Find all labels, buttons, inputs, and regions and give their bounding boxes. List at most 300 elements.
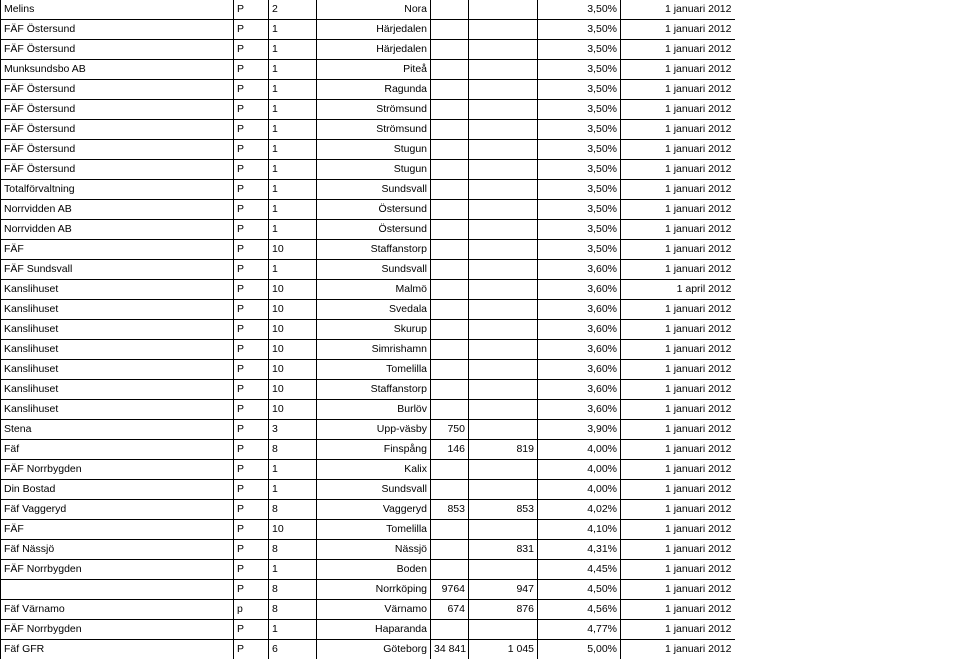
- municipality-cell[interactable]: Boden: [317, 560, 431, 580]
- type-cell[interactable]: P: [234, 420, 269, 440]
- date-cell[interactable]: 1 april 2012: [621, 280, 735, 300]
- date-cell[interactable]: 1 januari 2012: [621, 340, 735, 360]
- rate-cell[interactable]: 3,50%: [538, 220, 621, 240]
- owner-cell[interactable]: Norrvidden AB: [1, 200, 234, 220]
- owner-cell[interactable]: FÄF Östersund: [1, 120, 234, 140]
- date-cell[interactable]: 1 januari 2012: [621, 520, 735, 540]
- type-cell[interactable]: P: [234, 40, 269, 60]
- rate-cell[interactable]: 4,10%: [538, 520, 621, 540]
- value1-cell[interactable]: 146: [431, 440, 469, 460]
- municipality-cell[interactable]: Östersund: [317, 200, 431, 220]
- value1-cell[interactable]: [431, 60, 469, 80]
- count-cell[interactable]: 8: [269, 540, 317, 560]
- owner-cell[interactable]: Norrvidden AB: [1, 220, 234, 240]
- type-cell[interactable]: P: [234, 520, 269, 540]
- empty-cell[interactable]: [735, 180, 960, 200]
- value1-cell[interactable]: [431, 40, 469, 60]
- rate-cell[interactable]: 3,50%: [538, 140, 621, 160]
- count-cell[interactable]: 1: [269, 620, 317, 640]
- value1-cell[interactable]: [431, 540, 469, 560]
- municipality-cell[interactable]: Staffanstorp: [317, 240, 431, 260]
- value2-cell[interactable]: [469, 140, 538, 160]
- date-cell[interactable]: 1 januari 2012: [621, 640, 735, 659]
- empty-cell[interactable]: [735, 140, 960, 160]
- type-cell[interactable]: P: [234, 80, 269, 100]
- type-cell[interactable]: P: [234, 380, 269, 400]
- owner-cell[interactable]: Din Bostad: [1, 480, 234, 500]
- value2-cell[interactable]: [469, 400, 538, 420]
- value2-cell[interactable]: 876: [469, 600, 538, 620]
- rate-cell[interactable]: 3,90%: [538, 420, 621, 440]
- count-cell[interactable]: 3: [269, 420, 317, 440]
- owner-cell[interactable]: Fäf GFR: [1, 640, 234, 659]
- owner-cell[interactable]: Kanslihuset: [1, 320, 234, 340]
- value2-cell[interactable]: 1 045: [469, 640, 538, 659]
- value2-cell[interactable]: [469, 60, 538, 80]
- municipality-cell[interactable]: Nora: [317, 0, 431, 20]
- count-cell[interactable]: 2: [269, 0, 317, 20]
- type-cell[interactable]: P: [234, 500, 269, 520]
- rate-cell[interactable]: 3,50%: [538, 20, 621, 40]
- date-cell[interactable]: 1 januari 2012: [621, 320, 735, 340]
- type-cell[interactable]: P: [234, 180, 269, 200]
- count-cell[interactable]: 1: [269, 260, 317, 280]
- value1-cell[interactable]: [431, 100, 469, 120]
- owner-cell[interactable]: Kanslihuset: [1, 360, 234, 380]
- empty-cell[interactable]: [735, 80, 960, 100]
- empty-cell[interactable]: [735, 360, 960, 380]
- date-cell[interactable]: 1 januari 2012: [621, 460, 735, 480]
- value1-cell[interactable]: [431, 320, 469, 340]
- date-cell[interactable]: 1 januari 2012: [621, 220, 735, 240]
- municipality-cell[interactable]: Stugun: [317, 140, 431, 160]
- rate-cell[interactable]: 3,50%: [538, 180, 621, 200]
- owner-cell[interactable]: Kanslihuset: [1, 300, 234, 320]
- rate-cell[interactable]: 3,60%: [538, 360, 621, 380]
- date-cell[interactable]: 1 januari 2012: [621, 260, 735, 280]
- rate-cell[interactable]: 4,50%: [538, 580, 621, 600]
- value1-cell[interactable]: 34 841: [431, 640, 469, 659]
- value2-cell[interactable]: [469, 380, 538, 400]
- empty-cell[interactable]: [735, 0, 960, 20]
- value2-cell[interactable]: 831: [469, 540, 538, 560]
- municipality-cell[interactable]: Vaggeryd: [317, 500, 431, 520]
- rate-cell[interactable]: 4,77%: [538, 620, 621, 640]
- date-cell[interactable]: 1 januari 2012: [621, 100, 735, 120]
- owner-cell[interactable]: Munksundsbo AB: [1, 60, 234, 80]
- owner-cell[interactable]: FÄF Norrbygden: [1, 560, 234, 580]
- value1-cell[interactable]: [431, 520, 469, 540]
- municipality-cell[interactable]: Tomelilla: [317, 360, 431, 380]
- date-cell[interactable]: 1 januari 2012: [621, 620, 735, 640]
- value1-cell[interactable]: [431, 400, 469, 420]
- municipality-cell[interactable]: Piteå: [317, 60, 431, 80]
- value1-cell[interactable]: [431, 120, 469, 140]
- rate-cell[interactable]: 3,60%: [538, 320, 621, 340]
- owner-cell[interactable]: FÄF Östersund: [1, 40, 234, 60]
- value2-cell[interactable]: [469, 480, 538, 500]
- type-cell[interactable]: P: [234, 480, 269, 500]
- rate-cell[interactable]: 3,50%: [538, 0, 621, 20]
- value1-cell[interactable]: 853: [431, 500, 469, 520]
- rate-cell[interactable]: 3,60%: [538, 260, 621, 280]
- type-cell[interactable]: P: [234, 640, 269, 659]
- rate-cell[interactable]: 3,60%: [538, 380, 621, 400]
- value2-cell[interactable]: [469, 520, 538, 540]
- value2-cell[interactable]: [469, 560, 538, 580]
- municipality-cell[interactable]: Staffanstorp: [317, 380, 431, 400]
- date-cell[interactable]: 1 januari 2012: [621, 240, 735, 260]
- count-cell[interactable]: 1: [269, 200, 317, 220]
- type-cell[interactable]: P: [234, 540, 269, 560]
- value2-cell[interactable]: [469, 300, 538, 320]
- municipality-cell[interactable]: Nässjö: [317, 540, 431, 560]
- count-cell[interactable]: 6: [269, 640, 317, 659]
- count-cell[interactable]: 10: [269, 340, 317, 360]
- type-cell[interactable]: P: [234, 120, 269, 140]
- municipality-cell[interactable]: Sundsvall: [317, 260, 431, 280]
- municipality-cell[interactable]: Skurup: [317, 320, 431, 340]
- date-cell[interactable]: 1 januari 2012: [621, 80, 735, 100]
- type-cell[interactable]: P: [234, 100, 269, 120]
- count-cell[interactable]: 1: [269, 480, 317, 500]
- value1-cell[interactable]: [431, 300, 469, 320]
- date-cell[interactable]: 1 januari 2012: [621, 540, 735, 560]
- count-cell[interactable]: 10: [269, 360, 317, 380]
- value1-cell[interactable]: [431, 560, 469, 580]
- municipality-cell[interactable]: Malmö: [317, 280, 431, 300]
- empty-cell[interactable]: [735, 200, 960, 220]
- empty-cell[interactable]: [735, 280, 960, 300]
- value1-cell[interactable]: [431, 620, 469, 640]
- rate-cell[interactable]: 3,50%: [538, 80, 621, 100]
- date-cell[interactable]: 1 januari 2012: [621, 120, 735, 140]
- value1-cell[interactable]: [431, 280, 469, 300]
- date-cell[interactable]: 1 januari 2012: [621, 20, 735, 40]
- date-cell[interactable]: 1 januari 2012: [621, 180, 735, 200]
- count-cell[interactable]: 1: [269, 20, 317, 40]
- table-row: [1, 600, 960, 620]
- empty-cell[interactable]: [735, 520, 960, 540]
- municipality-cell[interactable]: Svedala: [317, 300, 431, 320]
- type-cell[interactable]: P: [234, 580, 269, 600]
- rate-cell[interactable]: 3,50%: [538, 200, 621, 220]
- type-cell[interactable]: P: [234, 260, 269, 280]
- date-cell[interactable]: 1 januari 2012: [621, 380, 735, 400]
- rate-cell[interactable]: 3,50%: [538, 40, 621, 60]
- municipality-cell[interactable]: Värnamo: [317, 600, 431, 620]
- owner-cell[interactable]: Fäf Värnamo: [1, 600, 234, 620]
- value2-cell[interactable]: [469, 100, 538, 120]
- value1-cell[interactable]: [431, 180, 469, 200]
- empty-cell[interactable]: [735, 60, 960, 80]
- value2-cell[interactable]: [469, 200, 538, 220]
- type-cell[interactable]: P: [234, 280, 269, 300]
- table-row: [1, 620, 960, 640]
- owner-cell[interactable]: FÄF Norrbygden: [1, 460, 234, 480]
- value2-cell[interactable]: [469, 320, 538, 340]
- count-cell[interactable]: 10: [269, 240, 317, 260]
- value2-cell[interactable]: [469, 180, 538, 200]
- count-cell[interactable]: 1: [269, 60, 317, 80]
- owner-cell[interactable]: FÄF Östersund: [1, 100, 234, 120]
- value2-cell[interactable]: [469, 0, 538, 20]
- count-cell[interactable]: 10: [269, 400, 317, 420]
- value2-cell[interactable]: [469, 160, 538, 180]
- value1-cell[interactable]: 750: [431, 420, 469, 440]
- empty-cell[interactable]: [735, 580, 960, 600]
- municipality-cell[interactable]: Sundsvall: [317, 480, 431, 500]
- rate-cell[interactable]: 4,00%: [538, 440, 621, 460]
- value1-cell[interactable]: [431, 20, 469, 40]
- empty-cell[interactable]: [735, 100, 960, 120]
- empty-cell[interactable]: [735, 480, 960, 500]
- type-cell[interactable]: P: [234, 320, 269, 340]
- date-cell[interactable]: 1 januari 2012: [621, 60, 735, 80]
- value2-cell[interactable]: 853: [469, 500, 538, 520]
- empty-cell[interactable]: [735, 120, 960, 140]
- type-cell[interactable]: P: [234, 620, 269, 640]
- value2-cell[interactable]: [469, 620, 538, 640]
- rate-cell[interactable]: 5,00%: [538, 640, 621, 659]
- rate-cell[interactable]: 3,60%: [538, 300, 621, 320]
- date-cell[interactable]: 1 januari 2012: [621, 560, 735, 580]
- owner-cell[interactable]: Kanslihuset: [1, 400, 234, 420]
- value1-cell[interactable]: [431, 360, 469, 380]
- empty-cell[interactable]: [735, 440, 960, 460]
- date-cell[interactable]: 1 januari 2012: [621, 400, 735, 420]
- owner-cell[interactable]: FÄF: [1, 520, 234, 540]
- rate-cell[interactable]: 3,50%: [538, 240, 621, 260]
- empty-cell[interactable]: [735, 640, 960, 659]
- empty-cell[interactable]: [735, 500, 960, 520]
- municipality-cell[interactable]: Härjedalen: [317, 40, 431, 60]
- empty-cell[interactable]: [735, 540, 960, 560]
- rate-cell[interactable]: 3,50%: [538, 60, 621, 80]
- rate-cell[interactable]: 4,00%: [538, 480, 621, 500]
- count-cell[interactable]: 1: [269, 40, 317, 60]
- rate-cell[interactable]: 3,60%: [538, 340, 621, 360]
- owner-cell[interactable]: Fäf: [1, 440, 234, 460]
- value1-cell[interactable]: 9764: [431, 580, 469, 600]
- value2-cell[interactable]: [469, 40, 538, 60]
- owner-cell[interactable]: Fäf Vaggeryd: [1, 500, 234, 520]
- value2-cell[interactable]: [469, 260, 538, 280]
- count-cell[interactable]: 10: [269, 520, 317, 540]
- municipality-cell[interactable]: Östersund: [317, 220, 431, 240]
- rate-cell[interactable]: 3,50%: [538, 120, 621, 140]
- type-cell[interactable]: P: [234, 340, 269, 360]
- rate-cell[interactable]: 4,56%: [538, 600, 621, 620]
- municipality-cell[interactable]: Upp-väsby: [317, 420, 431, 440]
- count-cell[interactable]: 1: [269, 120, 317, 140]
- type-cell[interactable]: P: [234, 0, 269, 20]
- municipality-cell[interactable]: Burlöv: [317, 400, 431, 420]
- rate-cell[interactable]: 4,00%: [538, 460, 621, 480]
- municipality-cell[interactable]: Kalix: [317, 460, 431, 480]
- type-cell[interactable]: p: [234, 600, 269, 620]
- municipality-cell[interactable]: Tomelilla: [317, 520, 431, 540]
- empty-cell[interactable]: [735, 40, 960, 60]
- type-cell[interactable]: P: [234, 160, 269, 180]
- rate-cell[interactable]: 3,50%: [538, 100, 621, 120]
- value1-cell[interactable]: [431, 480, 469, 500]
- value2-cell[interactable]: [469, 460, 538, 480]
- value1-cell[interactable]: [431, 160, 469, 180]
- rate-cell[interactable]: 4,45%: [538, 560, 621, 580]
- municipality-cell[interactable]: Härjedalen: [317, 20, 431, 40]
- value1-cell[interactable]: [431, 340, 469, 360]
- empty-cell[interactable]: [735, 320, 960, 340]
- empty-cell[interactable]: [735, 240, 960, 260]
- owner-cell[interactable]: Totalförvaltning: [1, 180, 234, 200]
- municipality-cell[interactable]: Finspång: [317, 440, 431, 460]
- municipality-cell[interactable]: Strömsund: [317, 100, 431, 120]
- empty-cell[interactable]: [735, 260, 960, 280]
- municipality-cell[interactable]: Strömsund: [317, 120, 431, 140]
- value2-cell[interactable]: [469, 280, 538, 300]
- empty-cell[interactable]: [735, 220, 960, 240]
- date-cell[interactable]: 1 januari 2012: [621, 300, 735, 320]
- value1-cell[interactable]: [431, 260, 469, 280]
- value2-cell[interactable]: 947: [469, 580, 538, 600]
- owner-cell[interactable]: Kanslihuset: [1, 380, 234, 400]
- value2-cell[interactable]: [469, 360, 538, 380]
- empty-cell[interactable]: [735, 340, 960, 360]
- date-cell[interactable]: 1 januari 2012: [621, 420, 735, 440]
- empty-cell[interactable]: [735, 460, 960, 480]
- municipality-cell[interactable]: Stugun: [317, 160, 431, 180]
- value2-cell[interactable]: [469, 340, 538, 360]
- date-cell[interactable]: 1 januari 2012: [621, 600, 735, 620]
- date-cell[interactable]: 1 januari 2012: [621, 160, 735, 180]
- value2-cell[interactable]: [469, 20, 538, 40]
- rate-cell[interactable]: 3,60%: [538, 280, 621, 300]
- empty-cell[interactable]: [735, 420, 960, 440]
- owner-cell[interactable]: FÄF: [1, 240, 234, 260]
- type-cell[interactable]: P: [234, 460, 269, 480]
- owner-cell[interactable]: [1, 580, 234, 600]
- count-cell[interactable]: 1: [269, 180, 317, 200]
- count-cell[interactable]: 8: [269, 500, 317, 520]
- municipality-cell[interactable]: Ragunda: [317, 80, 431, 100]
- count-cell[interactable]: 8: [269, 600, 317, 620]
- owner-cell[interactable]: FÄF Östersund: [1, 140, 234, 160]
- owner-cell[interactable]: FÄF Östersund: [1, 160, 234, 180]
- count-cell[interactable]: 1: [269, 460, 317, 480]
- date-cell[interactable]: 1 januari 2012: [621, 200, 735, 220]
- type-cell[interactable]: P: [234, 140, 269, 160]
- count-cell[interactable]: 1: [269, 220, 317, 240]
- empty-cell[interactable]: [735, 620, 960, 640]
- value1-cell[interactable]: [431, 240, 469, 260]
- owner-cell[interactable]: FÄF Sundsvall: [1, 260, 234, 280]
- rate-cell[interactable]: 3,60%: [538, 400, 621, 420]
- empty-cell[interactable]: [735, 560, 960, 580]
- empty-cell[interactable]: [735, 20, 960, 40]
- owner-cell[interactable]: FÄF Östersund: [1, 80, 234, 100]
- value1-cell[interactable]: [431, 220, 469, 240]
- rate-cell[interactable]: 4,31%: [538, 540, 621, 560]
- date-cell[interactable]: 1 januari 2012: [621, 360, 735, 380]
- date-cell[interactable]: 1 januari 2012: [621, 440, 735, 460]
- rate-cell[interactable]: 4,02%: [538, 500, 621, 520]
- count-cell[interactable]: 10: [269, 320, 317, 340]
- value1-cell[interactable]: [431, 140, 469, 160]
- owner-cell[interactable]: Stena: [1, 420, 234, 440]
- count-cell[interactable]: 8: [269, 440, 317, 460]
- value2-cell[interactable]: [469, 120, 538, 140]
- empty-cell[interactable]: [735, 600, 960, 620]
- value2-cell[interactable]: [469, 240, 538, 260]
- value1-cell[interactable]: [431, 0, 469, 20]
- date-cell[interactable]: 1 januari 2012: [621, 140, 735, 160]
- type-cell[interactable]: P: [234, 220, 269, 240]
- value1-cell[interactable]: 674: [431, 600, 469, 620]
- type-cell[interactable]: P: [234, 360, 269, 380]
- owner-cell[interactable]: FÄF Norrbygden: [1, 620, 234, 640]
- municipality-cell[interactable]: Haparanda: [317, 620, 431, 640]
- type-cell[interactable]: P: [234, 200, 269, 220]
- date-cell[interactable]: 1 januari 2012: [621, 500, 735, 520]
- owner-cell[interactable]: Kanslihuset: [1, 340, 234, 360]
- count-cell[interactable]: 1: [269, 140, 317, 160]
- count-cell[interactable]: 8: [269, 580, 317, 600]
- value1-cell[interactable]: [431, 460, 469, 480]
- table-row: [1, 140, 960, 160]
- rate-cell[interactable]: 3,50%: [538, 160, 621, 180]
- owner-cell[interactable]: FÄF Östersund: [1, 20, 234, 40]
- date-cell[interactable]: 1 januari 2012: [621, 480, 735, 500]
- municipality-cell[interactable]: Sundsvall: [317, 180, 431, 200]
- value2-cell[interactable]: [469, 80, 538, 100]
- value2-cell[interactable]: [469, 420, 538, 440]
- count-cell[interactable]: 10: [269, 300, 317, 320]
- date-cell[interactable]: 1 januari 2012: [621, 580, 735, 600]
- owner-cell[interactable]: Melins: [1, 0, 234, 20]
- count-cell[interactable]: 1: [269, 100, 317, 120]
- count-cell[interactable]: 10: [269, 380, 317, 400]
- type-cell[interactable]: P: [234, 20, 269, 40]
- type-cell[interactable]: P: [234, 60, 269, 80]
- date-cell[interactable]: 1 januari 2012: [621, 40, 735, 60]
- empty-cell[interactable]: [735, 300, 960, 320]
- value1-cell[interactable]: [431, 200, 469, 220]
- date-cell[interactable]: 1 januari 2012: [621, 0, 735, 20]
- value2-cell[interactable]: [469, 220, 538, 240]
- count-cell[interactable]: 10: [269, 280, 317, 300]
- value1-cell[interactable]: [431, 80, 469, 100]
- count-cell[interactable]: 1: [269, 560, 317, 580]
- type-cell[interactable]: P: [234, 300, 269, 320]
- municipality-cell[interactable]: Norrköping: [317, 580, 431, 600]
- empty-cell[interactable]: [735, 400, 960, 420]
- count-cell[interactable]: 1: [269, 160, 317, 180]
- empty-cell[interactable]: [735, 160, 960, 180]
- owner-cell[interactable]: Fäf Nässjö: [1, 540, 234, 560]
- value1-cell[interactable]: [431, 380, 469, 400]
- empty-cell[interactable]: [735, 380, 960, 400]
- type-cell[interactable]: P: [234, 440, 269, 460]
- municipality-cell[interactable]: Simrishamn: [317, 340, 431, 360]
- owner-cell[interactable]: Kanslihuset: [1, 280, 234, 300]
- municipality-cell[interactable]: Göteborg: [317, 640, 431, 659]
- type-cell[interactable]: P: [234, 400, 269, 420]
- type-cell[interactable]: P: [234, 240, 269, 260]
- count-cell[interactable]: 1: [269, 80, 317, 100]
- value2-cell[interactable]: 819: [469, 440, 538, 460]
- type-cell[interactable]: P: [234, 560, 269, 580]
